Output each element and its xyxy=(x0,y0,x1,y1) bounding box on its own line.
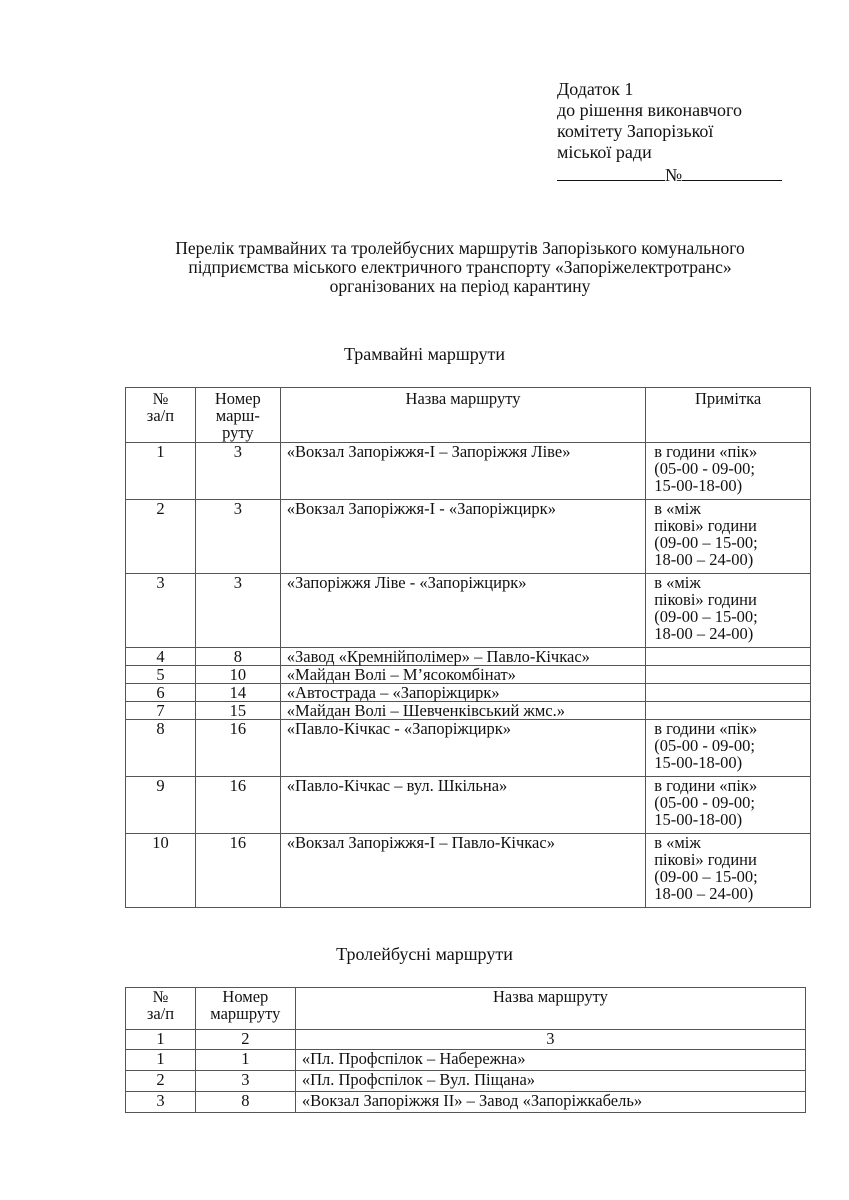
table-row xyxy=(126,500,811,574)
header-text: Номер xyxy=(222,987,269,1006)
cell-route-name: «Автострада – «Запоріжцирк» xyxy=(280,684,645,702)
number-sign: № xyxy=(665,165,683,185)
column-index-row xyxy=(126,1030,806,1050)
cell-note xyxy=(646,574,811,648)
index-cell: 3 xyxy=(295,1030,805,1050)
note-line: (05-00 - 09-00; xyxy=(654,459,756,478)
cell-route-name: «Павло-Кічкас - «Запоріжцирк» xyxy=(280,720,645,777)
note-line: (09-00 – 15-00; xyxy=(654,533,758,552)
note-line: пікові» години xyxy=(654,850,757,869)
note-line: 15-00-18-00) xyxy=(654,476,743,495)
table-row xyxy=(126,684,811,702)
header-num xyxy=(126,388,196,443)
header-text: марш- xyxy=(215,406,260,425)
note-line: в «між xyxy=(654,573,701,592)
cell-num: 8 xyxy=(126,720,196,777)
trolleybus-routes-table xyxy=(125,987,806,1113)
note-line: 15-00-18-00) xyxy=(654,753,743,772)
cell-num: 4 xyxy=(126,648,196,666)
cell-num: 1 xyxy=(126,1050,196,1071)
header-text: за/п xyxy=(146,406,175,425)
cell-note xyxy=(646,648,811,666)
cell-note xyxy=(646,500,811,574)
note-line: в «між xyxy=(654,833,701,852)
cell-num: 3 xyxy=(126,574,196,648)
cell-num: 2 xyxy=(126,1071,196,1092)
cell-route-name: «Майдан Волі – М’ясокомбінат» xyxy=(280,666,645,684)
cell-num: 5 xyxy=(126,666,196,684)
cell-route-name: «Вокзал Запоріжжя-І – Запоріжжя Ліве» xyxy=(280,443,645,500)
table-row xyxy=(126,702,811,720)
cell-route-name: «Павло-Кічкас – вул. Шкільна» xyxy=(280,777,645,834)
cell-num: 7 xyxy=(126,702,196,720)
table-row xyxy=(126,777,811,834)
note-line: (05-00 - 09-00; xyxy=(654,736,756,755)
cell-note xyxy=(646,666,811,684)
cell-note xyxy=(646,834,811,908)
note-line: 15-00-18-00) xyxy=(654,810,743,829)
header-note: Примітка xyxy=(646,388,811,443)
cell-route-number: 8 xyxy=(195,1092,295,1113)
header-text: № xyxy=(152,987,169,1006)
cell-route-name: «Пл. Профспілок – Набережна» xyxy=(295,1050,805,1071)
table-header-row xyxy=(126,988,806,1030)
title-line: Перелік трамвайних та тролейбусних маршрутів Запорізького комунального xyxy=(175,238,745,258)
cell-route-name: «Вокзал Запоріжжя-І - «Запоріжцирк» xyxy=(280,500,645,574)
decision-number-line xyxy=(557,163,782,186)
table-row xyxy=(126,1050,806,1071)
cell-route-number: 3 xyxy=(195,1071,295,1092)
table-header-row xyxy=(126,388,811,443)
table-row xyxy=(126,834,811,908)
note-line: в «між xyxy=(654,499,701,518)
cell-route-name: «Запоріжжя Ліве - «Запоріжцирк» xyxy=(280,574,645,648)
table-row xyxy=(126,648,811,666)
table-row xyxy=(126,574,811,648)
cell-route-number: 3 xyxy=(195,500,280,574)
title-line: підприємства міського електричного транспорту «Запоріжелектротранс» xyxy=(188,257,732,277)
header-text: руту xyxy=(222,423,254,442)
table-row xyxy=(126,443,811,500)
note-line: пікові» години xyxy=(654,590,757,609)
header-text: Номер xyxy=(214,389,261,408)
table-row xyxy=(126,666,811,684)
header-route-name: Назва маршруту xyxy=(295,988,805,1030)
cell-num: 9 xyxy=(126,777,196,834)
appendix-line: міської ради xyxy=(557,142,652,162)
cell-route-number: 15 xyxy=(195,702,280,720)
header-text: за/п xyxy=(146,1004,175,1023)
header-num xyxy=(126,988,196,1030)
number-blank xyxy=(682,163,782,181)
cell-route-number: 3 xyxy=(195,574,280,648)
cell-route-number: 16 xyxy=(195,834,280,908)
appendix-line: до рішення виконавчого xyxy=(557,100,742,120)
header-text: маршруту xyxy=(210,1004,281,1023)
note-line: (05-00 - 09-00; xyxy=(654,793,756,812)
cell-num: 2 xyxy=(126,500,196,574)
note-line: 18-00 – 24-00) xyxy=(654,884,754,903)
cell-route-number: 16 xyxy=(195,720,280,777)
note-line: пікові» години xyxy=(654,516,757,535)
appendix-line: комітету Запорізької xyxy=(557,121,714,141)
appendix-block xyxy=(557,79,782,186)
date-blank xyxy=(557,163,665,181)
cell-note xyxy=(646,720,811,777)
cell-route-number: 1 xyxy=(195,1050,295,1071)
cell-route-name: «Пл. Профспілок – Вул. Піщана» xyxy=(295,1071,805,1092)
note-line: 18-00 – 24-00) xyxy=(654,624,754,643)
note-line: в години «пік» xyxy=(654,719,758,738)
note-line: (09-00 – 15-00; xyxy=(654,867,758,886)
appendix-line: Додаток 1 xyxy=(557,79,634,99)
cell-route-name: «Майдан Волі – Шевченківський жмс.» xyxy=(280,702,645,720)
table-row xyxy=(126,1071,806,1092)
cell-num: 10 xyxy=(126,834,196,908)
tram-section-title: Трамвайні маршрути xyxy=(343,344,506,364)
header-route-number xyxy=(195,388,280,443)
index-cell: 2 xyxy=(195,1030,295,1050)
cell-num: 6 xyxy=(126,684,196,702)
table-row xyxy=(126,1092,806,1113)
title-line: організованих на період карантину xyxy=(329,276,591,296)
cell-route-name: «Завод «Кремнійполімер» – Павло-Кічкас» xyxy=(280,648,645,666)
cell-route-number: 3 xyxy=(195,443,280,500)
cell-route-number: 8 xyxy=(195,648,280,666)
cell-note xyxy=(646,684,811,702)
table-row xyxy=(126,720,811,777)
cell-num: 1 xyxy=(126,443,196,500)
note-line: (09-00 – 15-00; xyxy=(654,607,758,626)
cell-route-name: «Вокзал Запоріжжя-І – Павло-Кічкас» xyxy=(280,834,645,908)
tram-routes-table xyxy=(125,387,811,908)
header-route-number xyxy=(195,988,295,1030)
header-route-name: Назва маршруту xyxy=(280,388,645,443)
document-title xyxy=(100,239,820,296)
cell-route-number: 14 xyxy=(195,684,280,702)
cell-note xyxy=(646,702,811,720)
cell-num: 3 xyxy=(126,1092,196,1113)
cell-route-number: 16 xyxy=(195,777,280,834)
cell-route-number: 10 xyxy=(195,666,280,684)
header-text: № xyxy=(152,389,169,408)
note-line: в години «пік» xyxy=(654,776,758,795)
cell-note xyxy=(646,777,811,834)
trolley-section-title: Тролейбусні маршрути xyxy=(336,944,513,964)
cell-route-name: «Вокзал Запоріжжя ІІ» – Завод «Запоріжкабель» xyxy=(295,1092,805,1113)
index-cell: 1 xyxy=(126,1030,196,1050)
note-line: 18-00 – 24-00) xyxy=(654,550,754,569)
note-line: в години «пік» xyxy=(654,442,758,461)
cell-note xyxy=(646,443,811,500)
